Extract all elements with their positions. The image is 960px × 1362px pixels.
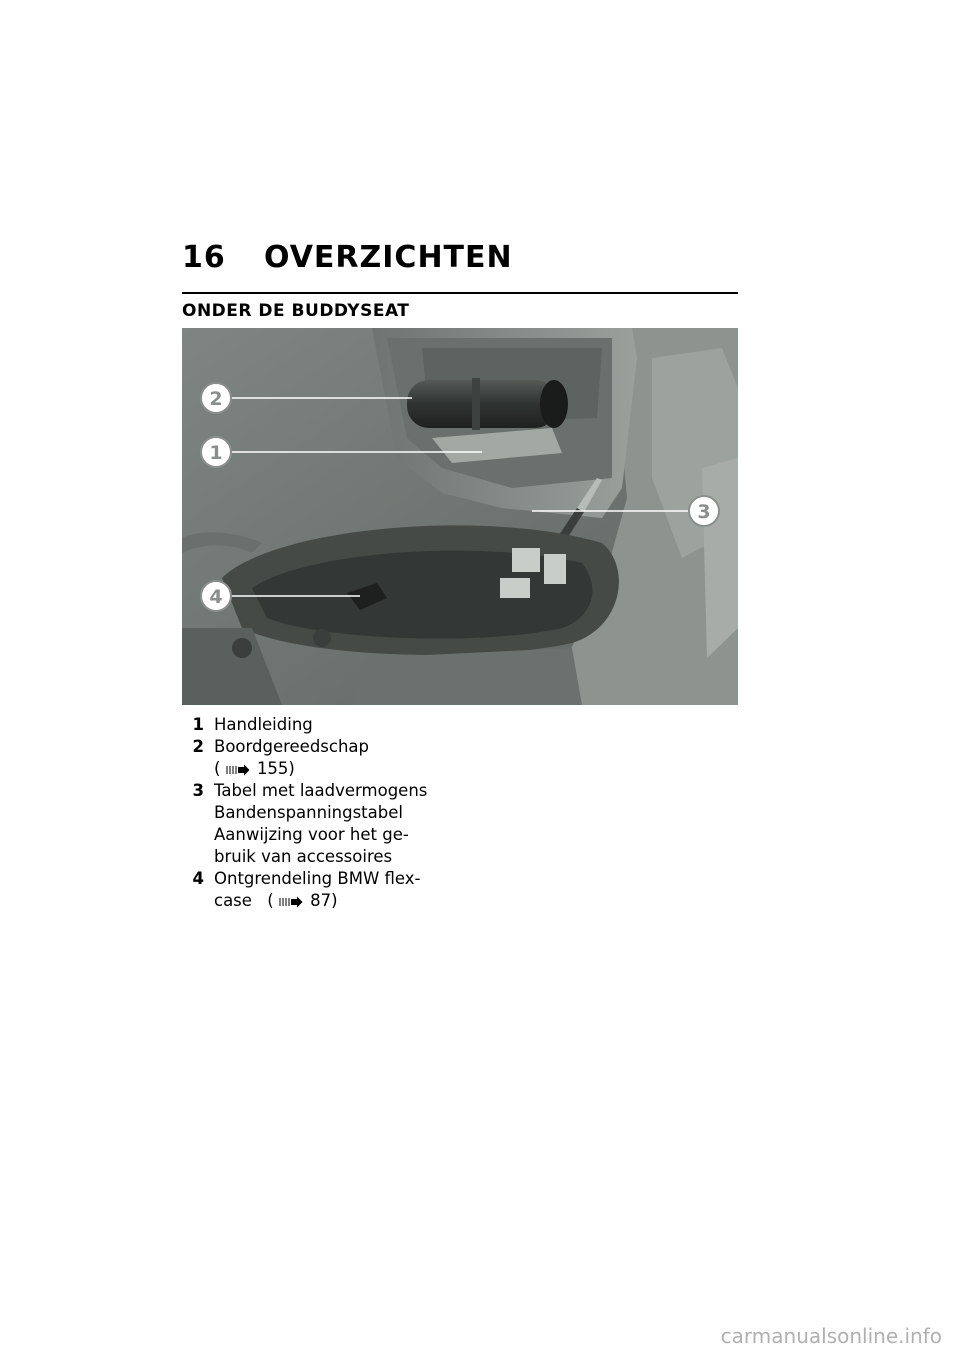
page-reference[interactable] bbox=[214, 758, 442, 780]
legend-text: case bbox=[214, 891, 252, 910]
legend-text: Tabel met laadvermogens bbox=[214, 781, 428, 800]
legend-text: Handleiding bbox=[214, 715, 313, 734]
page-number: 16 bbox=[182, 240, 226, 275]
callout-3 bbox=[689, 496, 719, 526]
legend-number: 2 bbox=[192, 737, 204, 756]
legend-text: Ontgrendeling BMW flex- bbox=[214, 869, 421, 888]
header-divider bbox=[182, 292, 738, 294]
legend-item-2 bbox=[182, 736, 442, 780]
ref-page: 87) bbox=[310, 891, 338, 910]
page-reference-arrow-icon bbox=[226, 764, 250, 776]
watermark: carmanualsonline.info bbox=[720, 1324, 942, 1348]
ref-open-paren: ( bbox=[214, 759, 221, 778]
page-reference-arrow-icon bbox=[279, 896, 303, 908]
legend-number: 3 bbox=[192, 781, 204, 800]
chapter-title: OVERZICHTEN bbox=[264, 240, 513, 275]
legend-text-with-reference bbox=[214, 890, 442, 912]
storage-compartment-figure bbox=[182, 328, 738, 705]
legend-text: Boordgereedschap bbox=[214, 737, 370, 756]
callout-4 bbox=[201, 581, 231, 611]
tool-kit-tube bbox=[407, 378, 568, 430]
legend-item-1 bbox=[182, 714, 442, 736]
ref-page: 155) bbox=[256, 759, 295, 778]
figure-legend bbox=[182, 714, 442, 912]
storage-compartment-illustration bbox=[182, 328, 738, 705]
legend-text: Bandenspanningstabel bbox=[214, 803, 403, 822]
section-title: ONDER DE BUDDYSEAT bbox=[182, 301, 410, 321]
callout-1 bbox=[201, 437, 231, 467]
svg-text:3: 3 bbox=[697, 501, 711, 523]
legend-text: bruik van accessoires bbox=[214, 847, 393, 866]
ref-open-paren: ( bbox=[267, 891, 274, 910]
legend-item-4 bbox=[182, 868, 442, 912]
legend-item-3 bbox=[182, 780, 442, 868]
legend-number: 1 bbox=[192, 715, 204, 734]
callout-2 bbox=[201, 383, 231, 413]
legend-number: 4 bbox=[192, 869, 204, 888]
svg-text:4: 4 bbox=[209, 586, 223, 608]
page-reference[interactable] bbox=[267, 890, 337, 912]
svg-text:1: 1 bbox=[209, 442, 223, 464]
legend-text: Aanwijzing voor het ge- bbox=[214, 825, 409, 844]
svg-text:2: 2 bbox=[209, 388, 223, 410]
